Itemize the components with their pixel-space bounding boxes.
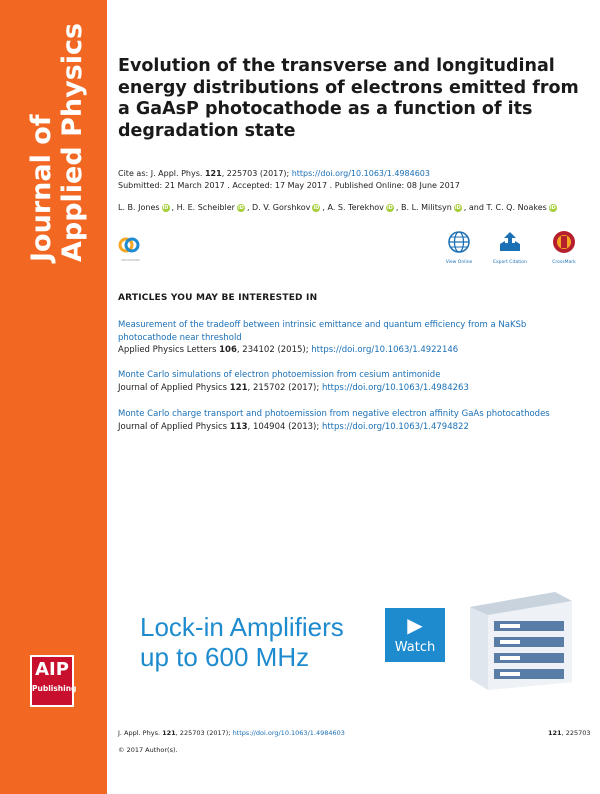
orcid-icon[interactable]: iD bbox=[549, 205, 556, 211]
crossmark-icon bbox=[552, 230, 576, 254]
related-articles-heading: ARTICLES YOU MAY BE INTERESTED IN bbox=[118, 293, 318, 303]
aip-logo-subtext: Publishing bbox=[32, 684, 77, 693]
citation-block bbox=[118, 168, 460, 192]
cite-suffix: , 225703 (2017); bbox=[221, 169, 292, 178]
author-separator: , bbox=[246, 203, 253, 212]
advertisement-banner[interactable] bbox=[125, 585, 575, 690]
ref-journal: Journal of Applied Physics bbox=[118, 421, 230, 432]
globe-icon bbox=[447, 230, 471, 254]
crossmark-label: CrossMark bbox=[552, 260, 576, 265]
crossmark-logo[interactable] bbox=[118, 234, 140, 260]
author-name[interactable]: H. E. Scheibler bbox=[176, 203, 235, 212]
related-article-title[interactable]: Monte Carlo charge transport and photoemission from negative electron affinity GaAs photocathodes bbox=[118, 409, 550, 419]
related-article-doi[interactable]: https://doi.org/10.1063/1.4984263 bbox=[321, 382, 469, 393]
crossmark-caption: CROSSMARK bbox=[121, 258, 141, 262]
author-list bbox=[118, 203, 559, 212]
aip-publishing-logo[interactable] bbox=[30, 655, 77, 707]
ref-journal: Applied Physics Letters bbox=[118, 345, 220, 355]
orcid-icon[interactable]: iD bbox=[313, 205, 320, 211]
author-separator: , and bbox=[463, 203, 487, 212]
journal-name: Journal of Applied Physics bbox=[26, 22, 88, 262]
orcid-icon[interactable]: iD bbox=[454, 205, 461, 211]
author-name[interactable]: D. V. Gorshkov bbox=[252, 203, 311, 212]
related-article-title[interactable]: Monte Carlo simulations of electron photoemission from cesium antimonide bbox=[118, 370, 441, 380]
footer-page-volume: 121 bbox=[548, 729, 562, 737]
related-article bbox=[118, 319, 578, 357]
footer-page-number: , 225703 bbox=[561, 729, 591, 737]
footer-citation bbox=[118, 729, 345, 737]
paper-doi-link[interactable]: https://doi.org/10.1063/1.4984603 bbox=[291, 169, 430, 178]
export-citation-label: Export Citation bbox=[493, 260, 527, 265]
cite-volume: 121 bbox=[204, 169, 222, 178]
related-article bbox=[118, 408, 578, 433]
view-online-label: View Online bbox=[445, 260, 473, 265]
cite-prefix: Cite as: J. Appl. Phys. bbox=[118, 169, 205, 178]
author-separator: , bbox=[322, 203, 328, 212]
ref-volume: 106 bbox=[219, 345, 237, 355]
date-line: Submitted: 21 March 2017 . Accepted: 17 May 2017 . Published Online: 08 June 2017 bbox=[118, 181, 460, 190]
export-icon bbox=[497, 230, 523, 254]
play-icon: ▶ bbox=[407, 613, 423, 637]
instrument-rack-image bbox=[460, 587, 575, 690]
author-separator: , bbox=[171, 203, 177, 212]
export-citation-button[interactable] bbox=[490, 230, 530, 265]
footer-cite-suffix: , 225703 (2017); bbox=[175, 729, 233, 737]
watch-button[interactable] bbox=[385, 608, 445, 662]
related-article bbox=[118, 369, 578, 394]
ref-journal: Journal of Applied Physics bbox=[118, 382, 230, 393]
author-name[interactable]: A. S. Terekhov bbox=[327, 203, 384, 212]
ref-pages: , 104904 (2013); bbox=[247, 421, 322, 432]
footer-doi-link[interactable]: https://doi.org/10.1063/1.4984603 bbox=[232, 729, 345, 737]
watch-label: Watch bbox=[394, 640, 436, 655]
author-separator: , bbox=[395, 203, 401, 212]
ref-volume: 121 bbox=[229, 382, 248, 393]
related-article-doi[interactable]: https://doi.org/10.1063/1.4794822 bbox=[321, 421, 469, 432]
orcid-icon[interactable]: iD bbox=[238, 205, 244, 211]
view-online-button[interactable] bbox=[439, 230, 479, 265]
orcid-icon[interactable]: iD bbox=[162, 205, 169, 211]
journal-sidebar bbox=[0, 0, 107, 794]
related-article-ref bbox=[118, 382, 578, 395]
copyright-notice: © 2017 Author(s). bbox=[118, 746, 178, 754]
footer-page-ref bbox=[548, 729, 591, 737]
related-article-ref bbox=[118, 421, 578, 434]
author-name[interactable]: B. L. Militsyn bbox=[401, 203, 452, 212]
author-name[interactable]: L. B. Jones bbox=[118, 203, 160, 212]
footer-cite-prefix: J. Appl. Phys. bbox=[118, 729, 163, 737]
ref-volume: 113 bbox=[229, 421, 248, 432]
cite-line bbox=[118, 168, 460, 180]
ref-pages: , 215702 (2017); bbox=[247, 382, 322, 393]
ad-headline: Lock-in Amplifiers up to 600 MHz bbox=[140, 612, 344, 672]
paper-title: Evolution of the transverse and longitudinal energy distributions of electrons emitted from a GaAsP photocathode as a function of its degradation state bbox=[118, 56, 579, 141]
related-article-ref bbox=[118, 344, 578, 357]
ref-pages: , 234102 (2015); bbox=[236, 345, 312, 355]
crossmark-button[interactable] bbox=[544, 230, 584, 265]
footer-volume: 121 bbox=[162, 729, 176, 737]
crossmark-rings-icon bbox=[118, 234, 140, 256]
related-article-doi[interactable]: https://doi.org/10.1063/1.4922146 bbox=[311, 345, 459, 355]
aip-logo-text: AIP bbox=[35, 659, 69, 680]
related-article-title[interactable]: Measurement of the tradeoff between intrinsic emittance and quantum efficiency from a NaKSb photocathode near threshold bbox=[118, 320, 527, 343]
author-name[interactable]: T. C. Q. Noakes bbox=[486, 203, 547, 212]
orcid-icon[interactable]: iD bbox=[386, 205, 393, 211]
